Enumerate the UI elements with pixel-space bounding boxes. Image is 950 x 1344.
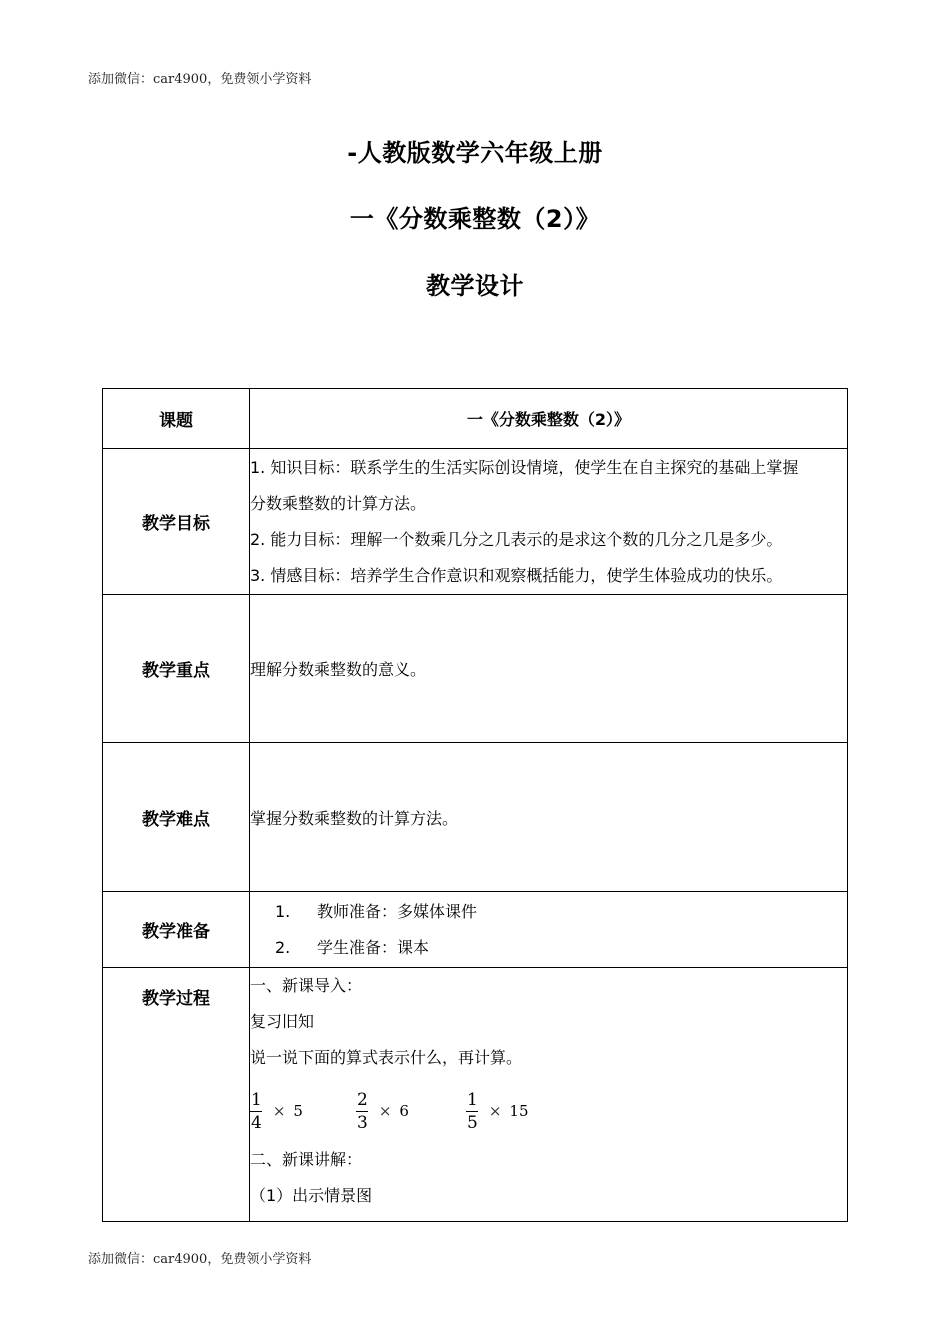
- document-title-line3: 教学设计: [426, 272, 524, 300]
- prep-item-1: [250, 894, 847, 930]
- fraction-expression: [466, 1090, 529, 1133]
- multiply-sign: ×: [488, 1102, 502, 1120]
- fraction-expression: [250, 1090, 356, 1133]
- watermark-top: 添加微信：car4900，免费领小学资料: [88, 72, 312, 87]
- process-prompt: 说一说下面的算式表示什么，再计算。: [250, 1048, 523, 1067]
- multiplier: 6: [399, 1102, 409, 1120]
- prep-item-number: 1.: [275, 901, 291, 921]
- multiply-sign: ×: [272, 1102, 286, 1120]
- process-label: 教学过程: [103, 968, 250, 1222]
- table-row-topic: [103, 389, 848, 449]
- goals-content: [250, 449, 848, 595]
- denominator: 4: [251, 1112, 262, 1133]
- fraction-bar: [466, 1111, 478, 1112]
- process-step1: （1）出示情景图: [250, 1186, 373, 1205]
- prep-item-2: [250, 930, 847, 966]
- preparation-label: 教学准备: [103, 892, 250, 968]
- goal-line-2: 分数乘整数的计算方法。: [250, 493, 427, 513]
- table-row-goals: [103, 449, 848, 595]
- document-title-line1: -人教版数学六年级上册: [347, 139, 603, 167]
- topic-label: 课题: [103, 389, 250, 449]
- table-row-difficulty: [103, 743, 848, 892]
- numerator: 2: [357, 1089, 368, 1110]
- numerator: 1: [251, 1089, 262, 1110]
- prep-item-text: 教师准备：多媒体课件: [317, 901, 478, 921]
- process-intro: 一、新课导入：: [250, 976, 363, 995]
- goal-line-1: 1. 知识目标：联系学生的生活实际创设情境，使学生在自主探究的基础上掌握: [250, 457, 799, 477]
- goals-label: 教学目标: [103, 449, 250, 595]
- goal-line-4: 3. 情感目标：培养学生合作意识和观察概括能力，使学生体验成功的快乐。: [250, 565, 783, 585]
- goal-line-3: 2. 能力目标：理解一个数乘几分之几表示的是求这个数的几分之几是多少。: [250, 529, 783, 549]
- fraction: [466, 1090, 479, 1133]
- multiplier: 5: [293, 1102, 303, 1120]
- prep-item-number: 2.: [275, 937, 291, 957]
- fraction: [356, 1090, 369, 1133]
- difficulty-value: 掌握分数乘整数的计算方法。: [250, 743, 848, 892]
- document-title-line2: 一《分数乘整数（2）》: [349, 205, 601, 233]
- fraction: [250, 1090, 263, 1133]
- process-section2: 二、新课讲解：: [250, 1150, 363, 1169]
- preparation-content: [250, 892, 848, 968]
- process-content: [250, 968, 848, 1222]
- prep-item-text: 学生准备：课本: [317, 937, 430, 957]
- multiply-sign: ×: [378, 1102, 392, 1120]
- table-row-process: [103, 968, 848, 1222]
- lesson-plan-table: [102, 388, 848, 1222]
- numerator: 1: [467, 1089, 478, 1110]
- process-review: 复习旧知: [250, 1012, 315, 1031]
- fraction-bar: [356, 1111, 368, 1112]
- denominator: 5: [467, 1112, 478, 1133]
- fraction-expressions: [250, 1076, 847, 1142]
- key-point-value: 理解分数乘整数的意义。: [250, 595, 848, 743]
- difficulty-label: 教学难点: [103, 743, 250, 892]
- multiplier: 15: [509, 1102, 529, 1120]
- key-point-label: 教学重点: [103, 595, 250, 743]
- table-row-key-point: [103, 595, 848, 743]
- table-row-preparation: [103, 892, 848, 968]
- watermark-bottom: 添加微信：car4900，免费领小学资料: [88, 1252, 312, 1267]
- fraction-bar: [250, 1111, 262, 1112]
- denominator: 3: [357, 1112, 368, 1133]
- topic-value: 一《分数乘整数（2）》: [250, 389, 848, 449]
- fraction-expression: [356, 1090, 466, 1133]
